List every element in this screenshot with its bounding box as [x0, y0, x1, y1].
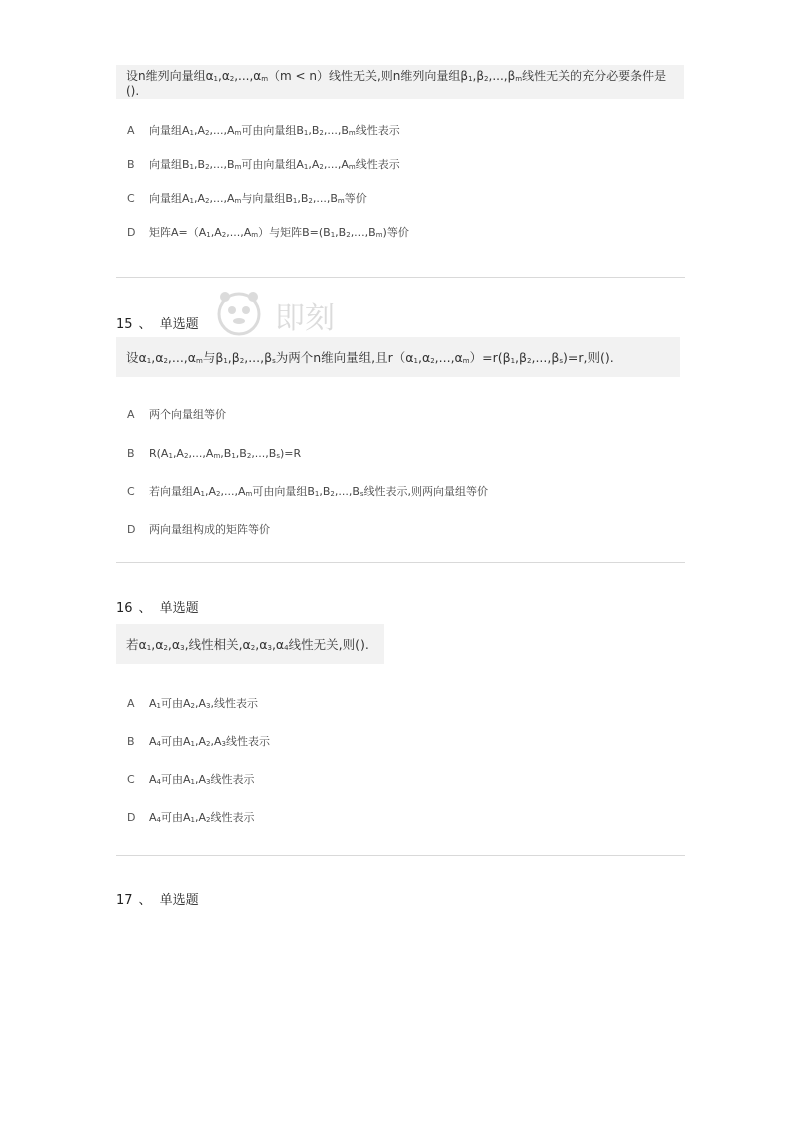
option-a[interactable] [127, 407, 226, 423]
option-text: $A_4$可由$A_1,A_2,A_3$线性表示 [149, 735, 270, 748]
option-c[interactable] [127, 484, 488, 500]
option-key: C [127, 773, 135, 786]
option-key: B [127, 735, 135, 748]
option-text: $A_4$可由$A_1,A_2$线性表示 [149, 811, 255, 824]
question-header-15 [116, 316, 199, 334]
question-stem: 若$\alpha_1,\alpha_2,\alpha_3$,线性相关$,\alpha_2,\alpha_3,\alpha_4$线性无关,则(). [116, 624, 384, 664]
option-d[interactable] [127, 225, 409, 241]
option-text: $A_4$可由$A_1,A_3$线性表示 [149, 773, 255, 786]
question-type: 单选题 [159, 317, 199, 332]
question-separator: 、 [138, 317, 152, 332]
option-b[interactable] [127, 734, 270, 750]
divider [116, 855, 685, 856]
option-c[interactable] [127, 191, 367, 207]
question-number: 16 [116, 601, 133, 616]
watermark-text: 即刻 [275, 301, 335, 336]
option-key: C [127, 192, 135, 205]
question-number: 17 [116, 893, 133, 908]
watermark-logo [215, 288, 405, 340]
option-text: $A_1$可由$A_2,A_3$,线性表示 [149, 697, 258, 710]
question-separator: 、 [138, 893, 152, 908]
option-key: D [127, 811, 136, 824]
option-text: 两个向量组等价 [149, 408, 226, 421]
option-key: D [127, 226, 136, 239]
option-d[interactable] [127, 522, 270, 538]
option-text: $R(A_1,A_2,...,A_m,B_1,B_2,...,B_s)=R$ [149, 447, 302, 460]
question-header-17 [116, 892, 199, 910]
divider [116, 562, 685, 563]
question-number: 15 [116, 317, 133, 332]
option-key: B [127, 447, 135, 460]
option-key: A [127, 697, 135, 710]
option-text: 向量组$A_1,A_2,...,A_m$可由向量组$B_1,B_2,...,B_m$线性表示 [149, 124, 400, 137]
option-text: 两向量组构成的矩阵等价 [149, 523, 270, 536]
option-key: B [127, 158, 135, 171]
option-c[interactable] [127, 772, 255, 788]
option-d[interactable] [127, 810, 255, 826]
option-text: 向量组$B_1,B_2,...,B_m$可由向量组$A_1,A_2,...,A_m$线性表示 [149, 158, 400, 171]
option-key: C [127, 485, 135, 498]
question-separator: 、 [138, 601, 152, 616]
question-stem: 设n维列向量组$\alpha_1,\alpha_2,...,\alpha_m(m < n)$线性无关,则n维列向量组$\beta_1,\beta_2,...,\beta_m$线性无关的充分必要条件是(). [116, 65, 684, 99]
question-stem: 设$\alpha_1,\alpha_2,...,\alpha_m$与$\beta_1,\beta_2,...,\beta_s$为两个n维向量组,且$r(\alpha_1,\alpha_2,...,\alpha_m)=r(\beta_1,\beta_2,...,\beta_s)=r$,则(). [116, 337, 680, 377]
option-key: A [127, 408, 135, 421]
option-key: D [127, 523, 136, 536]
divider [116, 277, 685, 278]
option-text: 矩阵$A=(A_1,A_2,...,A_m)$与矩阵$B=(B_1,B_2,...,B_m)$等价 [149, 226, 409, 239]
question-header-16 [116, 600, 199, 618]
option-a[interactable] [127, 696, 258, 712]
option-b[interactable] [127, 157, 400, 173]
question-type: 单选题 [159, 601, 199, 616]
option-key: A [127, 124, 135, 137]
option-b[interactable] [127, 446, 301, 462]
option-text: 若向量组$A_1,A_2,...,A_m$可由向量组$B_1,B_2,...,B_s$线性表示,则两向量组等价 [149, 485, 489, 498]
question-type: 单选题 [159, 893, 199, 908]
option-text: 向量组$A_1,A_2,...,A_m$与向量组$B_1,B_2,...,B_m$等价 [149, 192, 367, 205]
option-a[interactable] [127, 123, 400, 139]
